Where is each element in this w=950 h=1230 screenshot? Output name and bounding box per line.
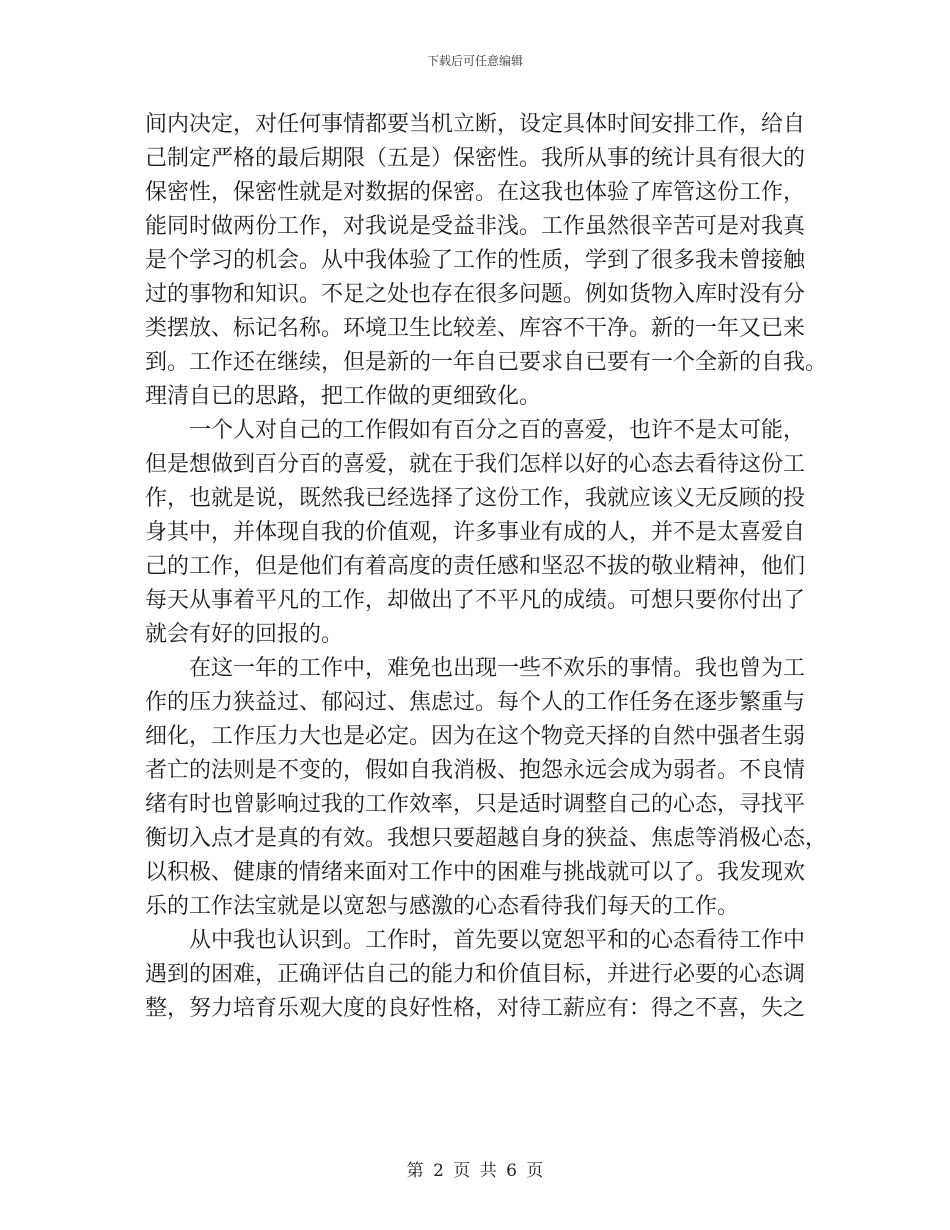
text-line: 细化，工作压力大也是必定。因为在这个物竞天择的自然中强者生弱 [145, 724, 806, 749]
text-line: 己制定严格的最后期限（五是）保密性。我所从事的统计具有很大的 [145, 146, 806, 171]
text-line: 理清自已的思路，把工作做的更细致化。 [145, 384, 542, 409]
text-line: 保密性，保密性就是对数据的保密。在这我也体验了库管这份工作， [145, 180, 806, 205]
text-line: 到。工作还在继续，但是新的一年自已要求自已要有一个全新的自我。 [145, 350, 828, 375]
header-note: 下载后可任意编辑 [426, 54, 523, 68]
text-line: 衡切入点才是真的有效。我想只要超越自身的狭益、焦虑等消极心态， [145, 826, 828, 851]
text-line: 能同时做两份工作，对我说是受益非浅。工作虽然很辛苦可是对我真 [145, 214, 806, 239]
text-line: 作，也就是说，既然我已经选择了这份工作，我就应该义无反顾的投 [145, 486, 806, 511]
text-line: 一个人对自己的工作假如有百分之百的喜爱，也许不是太可能， [145, 418, 806, 443]
text-line: 是个学习的机会。从中我体验了工作的性质，学到了很多我未曾接触 [145, 248, 806, 273]
text-line: 就会有好的回报的。 [145, 622, 344, 647]
text-line: 以积极、健康的情绪来面对工作中的困难与挑战就可以了。我发现欢 [145, 860, 806, 885]
text-line: 作的压力狭益过、郁闷过、焦虑过。每个人的工作任务在逐步繁重与 [145, 690, 806, 715]
text-line: 类摆放、标记名称。环境卫生比较差、库容不干净。新的一年又已来 [145, 316, 806, 341]
text-line: 整，努力培育乐观大度的良好性格，对待工薪应有：得之不喜，失之 [145, 996, 806, 1021]
text-line: 间内决定，对任何事情都要当机立断，设定具体时间安排工作，给自 [145, 112, 806, 137]
text-line: 过的事物和知识。不足之处也存在很多问题。例如货物入库时没有分 [145, 282, 806, 307]
text-line: 从中我也认识到。工作时，首先要以宽恕平和的心态看待工作中 [145, 928, 806, 953]
text-line: 但是想做到百分百的喜爱，就在于我们怎样以好的心态去看待这份工 [145, 452, 806, 477]
text-line: 身其中，并体现自我的价值观，许多事业有成的人，并不是太喜爱自 [145, 520, 806, 545]
text-line: 在这一年的工作中，难免也出现一些不欢乐的事情。我也曾为工 [145, 656, 806, 681]
text-line: 绪有时也曾影响过我的工作效率，只是适时调整自己的心态，寻找平 [145, 792, 806, 817]
document-body [145, 108, 828, 1026]
text-line: 者亡的法则是不变的，假如自我消极、抱怨永远会成为弱者。不良情 [145, 758, 806, 783]
text-line: 遇到的困难，正确评估自己的能力和价值目标，并进行必要的心态调 [145, 962, 806, 987]
text-line: 每天从事着平凡的工作，却做出了不平凡的成绩。可想只要你付出了 [145, 588, 806, 613]
text-line: 乐的工作法宝就是以宽恕与感激的心态看待我们每天的工作。 [145, 894, 740, 919]
text-line: 己的工作，但是他们有着高度的责任感和坚忍不拔的敬业精神，他们 [145, 554, 806, 579]
page-number-footer: 第 2 页 共 6 页 [406, 1161, 544, 1181]
